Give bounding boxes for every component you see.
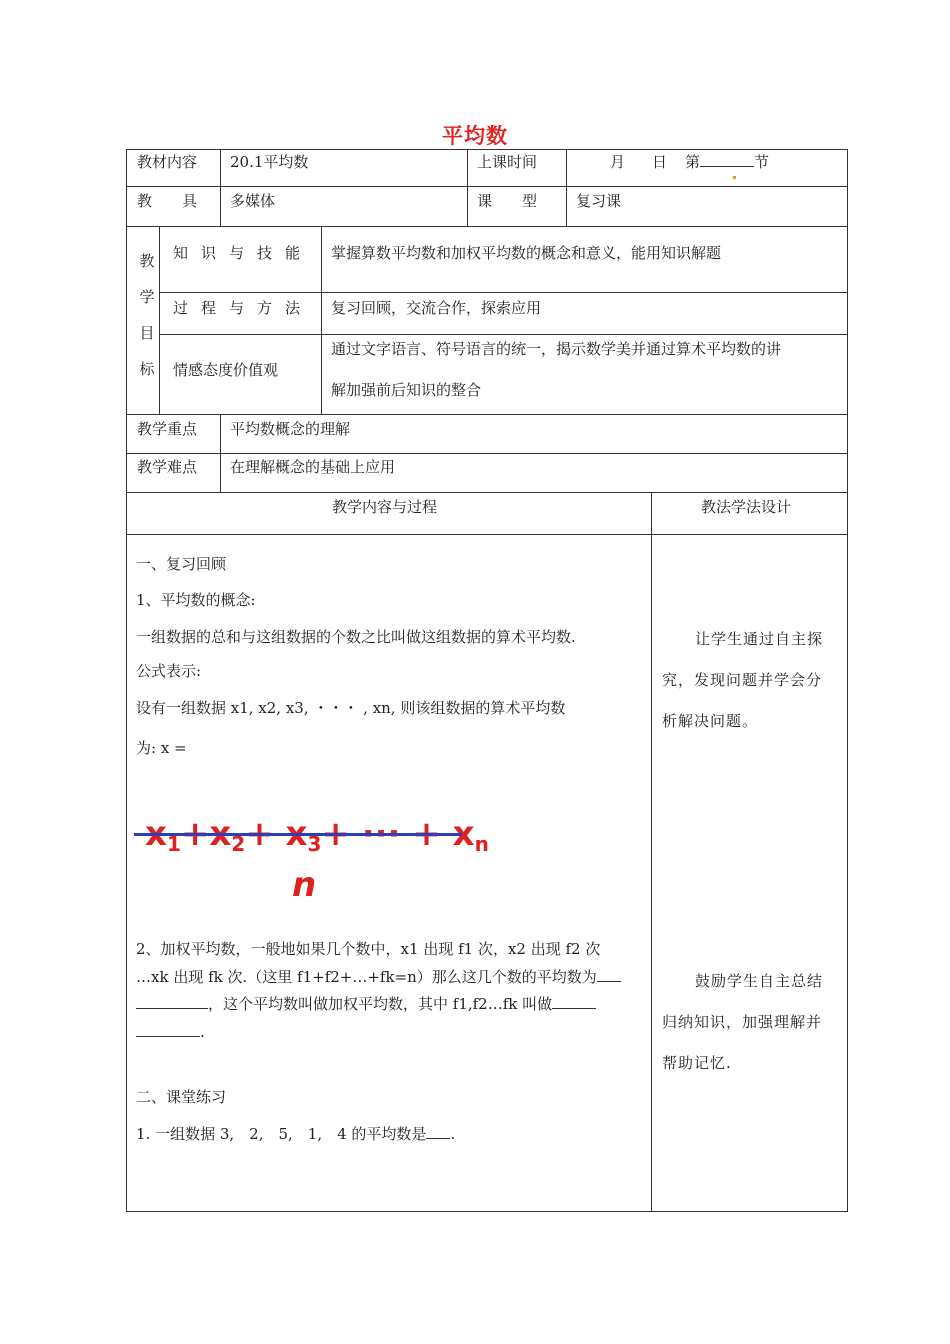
goal-value-attitude-2: 解加强前后知识的整合	[331, 381, 482, 399]
row-divider	[126, 534, 848, 535]
method-1-line-2: 究，发现问题并学会分	[662, 671, 823, 689]
methods-header: 教法学法设计	[701, 498, 792, 516]
label-class-time: 上课时间	[477, 153, 538, 171]
fraction-bar	[134, 833, 462, 836]
answer-blank	[552, 1008, 596, 1009]
row-divider	[159, 334, 848, 335]
weighted-text-2	[136, 970, 621, 985]
data-set-text: 设有一组数据 x1, x2, x3, ・・・ , xn, 则该组数据的算术平均数	[136, 699, 566, 717]
weighted-text-4	[136, 1025, 205, 1040]
row-divider	[159, 292, 848, 293]
formula-sub: 3	[307, 832, 322, 856]
data-set-text-2: 为: x =	[136, 739, 187, 757]
mark-dot	[733, 176, 736, 179]
row-divider	[126, 226, 848, 227]
formula-label: 公式表示:	[136, 662, 202, 680]
row-divider	[126, 453, 848, 454]
section-prefix: 第	[685, 153, 701, 171]
label-focus: 教学重点	[137, 420, 198, 438]
col-divider	[566, 149, 567, 226]
col-divider	[651, 492, 652, 1212]
row-divider	[126, 186, 848, 187]
label-textbook: 教材内容	[137, 153, 198, 171]
goal-value-knowledge: 掌握算数平均数和加权平均数的概念和意义，能用知识解题	[331, 244, 722, 262]
goal-label-process: 过程与方法	[173, 299, 314, 317]
label-difficulty: 教学难点	[137, 458, 198, 476]
formula-sub: 1	[166, 832, 181, 856]
answer-blank	[597, 981, 621, 982]
formula-sub: 2	[231, 832, 246, 856]
value-focus: 平均数概念的理解	[230, 420, 351, 438]
content-header: 教学内容与过程	[332, 498, 438, 516]
method-2-line-3: 帮助记忆.	[662, 1054, 732, 1072]
class-time-month: 月	[610, 153, 626, 171]
col-divider	[159, 226, 160, 414]
row-divider	[126, 414, 848, 415]
formula-part: +x	[180, 814, 232, 854]
goals-label	[137, 251, 157, 395]
goals-label-char: 教	[139, 252, 155, 270]
answer-blank	[136, 1036, 200, 1037]
formula-part: + ··· + x	[321, 814, 475, 854]
goals-label-char: 目	[139, 324, 155, 342]
col-divider	[220, 414, 221, 492]
goal-label-attitude: 情感态度价值观	[173, 361, 279, 379]
method-1-line-3: 析解决问题。	[662, 712, 759, 730]
goal-label-knowledge: 知识与技能	[173, 244, 314, 262]
section-blank	[700, 166, 754, 167]
weighted-text-1: 2、加权平均数，一般地如果几个数中，x1 出现 f1 次，x2 出现 f2 次	[136, 940, 601, 958]
section-review: 一、复习回顾	[136, 555, 227, 573]
method-1-line-1: 让学生通过自主探	[695, 630, 824, 648]
col-divider	[220, 149, 221, 226]
value-difficulty: 在理解概念的基础上应用	[230, 458, 396, 476]
label-tools: 教 具	[137, 192, 198, 210]
method-2-line-1: 鼓励学生自主总结	[695, 972, 824, 990]
page-title: 平均数	[442, 124, 508, 148]
answer-blank	[136, 1008, 208, 1009]
formula-part: x	[145, 814, 167, 854]
definition-text: 一组数据的总和与这组数据的个数之比叫做这组数据的算术平均数.	[136, 628, 576, 646]
value-textbook: 20.1平均数	[230, 153, 309, 171]
weighted-text-4-body: .	[200, 1023, 205, 1041]
weighted-text-3-body: ，这个平均数叫做加权平均数，其中 f1,f2…fk 叫做	[208, 995, 553, 1013]
value-lesson-type: 复习课	[576, 192, 622, 210]
answer-blank	[426, 1138, 450, 1139]
mean-formula-denominator: n	[292, 865, 317, 905]
goals-label-char: 标	[139, 360, 155, 378]
weighted-text-3	[136, 997, 596, 1012]
label-lesson-type: 课 型	[477, 192, 538, 210]
exercise-1-end: .	[450, 1125, 456, 1143]
col-divider	[321, 226, 322, 414]
class-time-day: 日	[652, 153, 668, 171]
section-suffix: 节	[754, 153, 770, 171]
col-divider	[467, 149, 468, 226]
exercise-1	[136, 1127, 455, 1142]
section-practice: 二、课堂练习	[136, 1088, 227, 1106]
goals-label-char: 学	[139, 288, 155, 306]
formula-sub: n	[474, 832, 489, 856]
weighted-text-2-body: …xk 出现 fk 次.（这里 f1+f2+…+fk=n）那么这几个数的平均数为	[136, 968, 597, 986]
formula-part: + x	[245, 814, 308, 854]
goal-value-attitude-1: 通过文字语言、符号语言的统一，揭示数学美并通过算术平均数的讲	[331, 340, 782, 358]
method-2-line-2: 归纳知识，加强理解并	[662, 1013, 823, 1031]
row-divider	[126, 492, 848, 493]
goal-value-process: 复习回顾，交流合作，探索应用	[331, 299, 542, 317]
concept-heading: 1、平均数的概念:	[136, 591, 256, 609]
exercise-1-body: 1. 一组数据 3, 2, 5, 1, 4 的平均数是	[136, 1125, 427, 1143]
value-tools: 多媒体	[230, 192, 276, 210]
class-time-section	[685, 155, 769, 170]
